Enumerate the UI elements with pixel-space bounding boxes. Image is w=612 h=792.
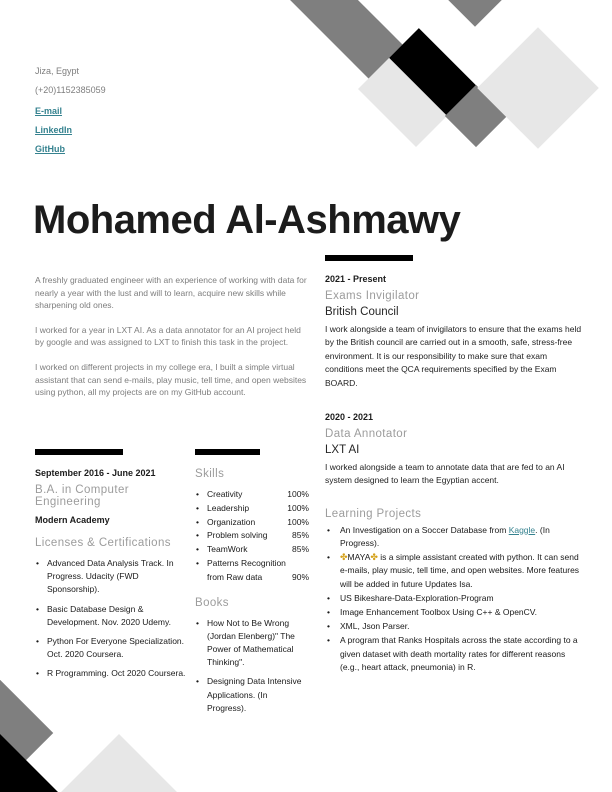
top-right-gray-diamond <box>438 0 512 27</box>
summary-paragraph: I worked on different projects in my college era, I built a simple virtual assistant that can send e-mails, play music, tell time, and open websites using python, all my projects are on my GitHub account. <box>35 361 307 398</box>
skill-name: • TeamWork <box>207 544 248 555</box>
section-divider-bar <box>35 449 123 455</box>
book-item: • How Not to Be Wrong (Jordan Elenberg)" The Power of Mathematical Thinking". <box>195 617 309 670</box>
phone-text: (+20)1152385059 <box>35 85 106 95</box>
job-description: I work alongside a team of invigilators to ensure that the exams held by the British council are carried out in a smooth, safe, stress-free environment. It is our responsibility to make sure that exam conditions meet the QCA requirements specified by the Exam BOARD. <box>325 324 582 388</box>
learning-projects-heading: Learning Projects <box>325 507 422 520</box>
book-item: • Designing Data Intensive Applications. (In Progress). <box>195 675 309 715</box>
skill-row <box>195 529 309 543</box>
summary-section <box>35 274 309 411</box>
name-title: Mohamed Al-Ashmawy <box>33 198 461 242</box>
project-text: . (In Progress). <box>340 524 550 549</box>
skills-heading: Skills <box>195 468 225 480</box>
books-heading: Books <box>195 596 229 609</box>
section-divider-bar <box>195 449 260 455</box>
education-section <box>35 449 187 687</box>
skills-section <box>195 449 309 721</box>
summary-paragraph: I worked for a year in LXT AI. As a data annotator for an AI project held by google and was assigned to LXT to finish this task in the project. <box>35 324 301 348</box>
summary-paragraph: A freshly graduated engineer with an experience of working with data for nearly a year with the lust and will to learn, acquire new skills while sharpening old ones. <box>35 275 307 311</box>
books-list <box>195 617 309 715</box>
company-name: LXT AI <box>325 444 360 457</box>
project-item: • XML, Json Parser. <box>325 620 583 633</box>
job-role: Exams Invigilator <box>325 290 420 302</box>
project-text: MAYA <box>347 552 371 563</box>
bottom-left-light-diamond <box>61 734 177 792</box>
skill-name: • Leadership <box>207 502 250 513</box>
experience-entry <box>325 274 583 390</box>
project-item: • A program that Ranks Hospitals across the state according to a given dataset with death mortality rates for different reasons (e.g., heart attack, pneumonia) in R. <box>325 634 583 674</box>
skill-row <box>195 516 309 530</box>
certifications-heading: Licenses & Certifications <box>35 537 171 549</box>
job-dates: 2020 - 2021 <box>325 412 374 423</box>
degree-title: B.A. in Computer Engineering <box>35 484 129 508</box>
project-item <box>325 551 583 591</box>
skill-name: • Patterns Recognition from Raw data <box>207 557 286 582</box>
skill-level: 90% <box>291 571 309 582</box>
job-role: Data Annotator <box>325 428 408 441</box>
skill-level: 85% <box>291 530 309 541</box>
skill-row <box>195 543 309 557</box>
skill-level: 100% <box>287 516 309 527</box>
project-text: An Investigation on a Soccer Database from <box>340 524 509 535</box>
top-right-large-light-diamond <box>477 27 599 149</box>
contact-block <box>35 66 106 161</box>
cert-item: • Advanced Data Analysis Track. In Progress. Udacity (FWD Sponsorship). <box>35 557 187 597</box>
project-text: is a simple assistant created with python. It can send e-mails, play music, tell time, and open websites. More features will be added in future Updates Isa. <box>340 552 580 589</box>
experience-entry <box>325 412 583 488</box>
skill-level: 85% <box>291 544 309 555</box>
location-text: Jiza, Egypt <box>35 66 80 76</box>
cert-item: • Python For Everyone Specialization. Oct. 2020 Coursera. <box>35 635 187 661</box>
linkedin-link[interactable]: LinkedIn <box>35 125 73 135</box>
education-dates: September 2016 - June 2021 <box>35 468 156 478</box>
maya-flower-emoji-icon: ✤ <box>370 552 378 563</box>
job-description: I worked alongside a team to annotate data that are fed to an AI system designed to learn the Egyptian accent. <box>325 462 565 486</box>
school-name: Modern Academy <box>35 515 110 525</box>
skill-row <box>195 502 309 516</box>
certifications-list <box>35 557 187 681</box>
project-item: • Image Enhancement Toolbox Using C++ & OpenCV. <box>325 606 583 619</box>
skill-level: 100% <box>287 502 309 513</box>
company-name: British Council <box>325 306 399 318</box>
project-item: • US Bikeshare-Data-Exploration-Program <box>325 592 583 605</box>
skill-name: • Problem solving <box>207 530 268 541</box>
cert-item: • Basic Database Design & Development. Nov. 2020 Udemy. <box>35 603 187 629</box>
project-item <box>325 524 583 550</box>
skill-level: 100% <box>287 489 309 499</box>
experience-section <box>325 255 583 675</box>
kaggle-link[interactable]: Kaggle <box>508 524 536 535</box>
skill-name: • Creativity <box>207 489 243 499</box>
skill-row <box>195 557 309 585</box>
learning-projects-list <box>325 524 583 674</box>
github-link[interactable]: GitHub <box>35 144 65 154</box>
section-divider-bar <box>325 255 413 261</box>
skills-list <box>195 488 309 585</box>
cert-item: • R Programming. Oct 2020 Coursera. <box>35 667 187 680</box>
maya-flower-emoji-icon: ✤ <box>340 552 348 563</box>
skill-row <box>195 488 309 502</box>
email-link[interactable]: E-mail <box>35 106 63 116</box>
job-dates: 2021 - Present <box>325 274 387 284</box>
skill-name: • Organization <box>207 516 256 527</box>
